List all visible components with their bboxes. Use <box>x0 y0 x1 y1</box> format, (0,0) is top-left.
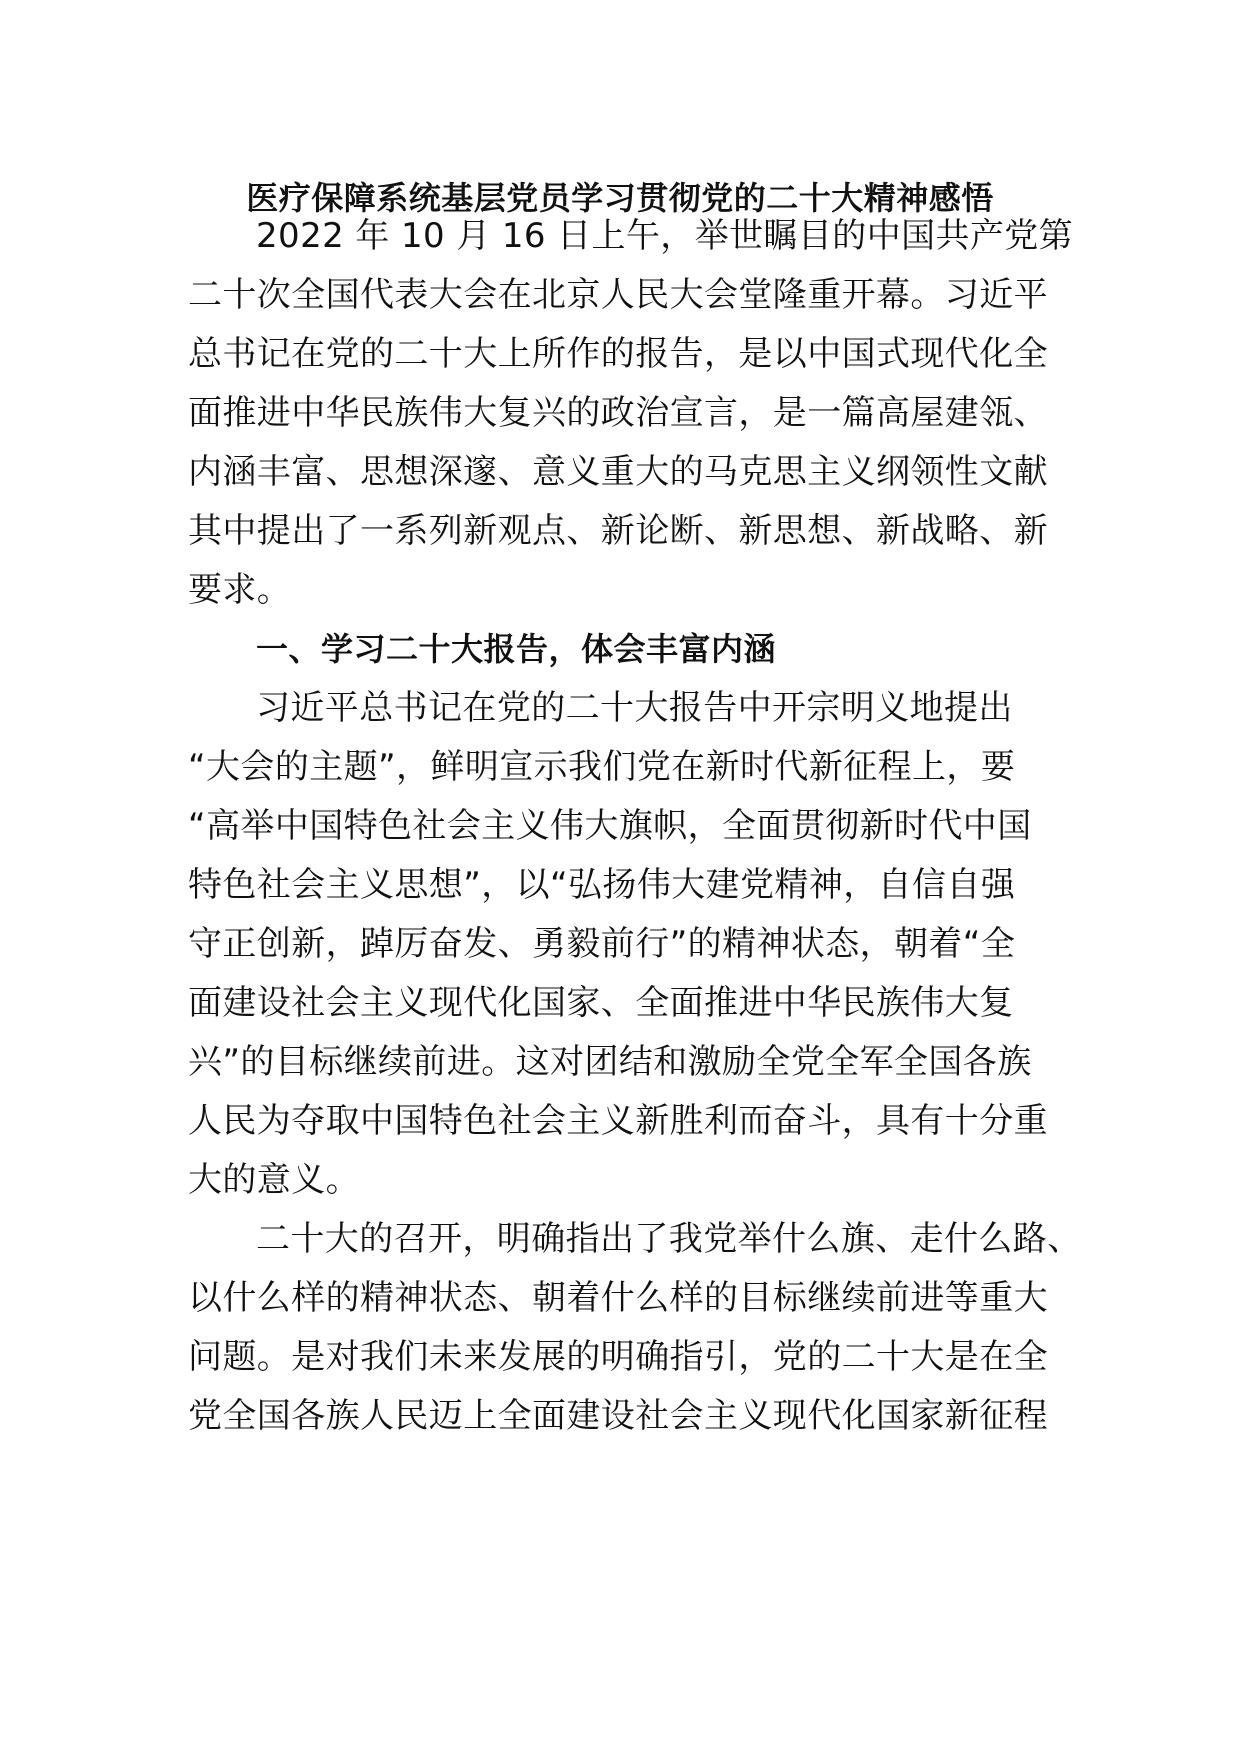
paragraph-2-line-2: “大会的主题”，鲜明宣示我们党在新时代新征程上，要 <box>188 747 1016 787</box>
paragraph-1-line-5: 内涵丰富、思想深邃、意义重大的马克思主义纲领性文献 <box>188 452 1048 492</box>
paragraph-1-line-6: 其中提出了一系列新观点、新论断、新思想、新战略、新 <box>188 511 1048 551</box>
paragraph-3-line-2: 以什么样的精神状态、朝着什么样的目标继续前进等重大 <box>188 1278 1048 1318</box>
paragraph-2-line-4: 特色社会主义思想”，以“弘扬伟大建党精神，自信自强 <box>188 865 1016 905</box>
paragraph-1-line-7: 要求。 <box>188 570 292 610</box>
paragraph-1-line-1: 2022 年 10 月 16 日上午，举世瞩目的中国共产党第 <box>256 216 1074 256</box>
paragraph-2-line-3: “高举中国特色社会主义伟大旗帜，全面贯彻新时代中国 <box>188 806 1032 846</box>
paragraph-3-line-3: 问题。是对我们未来发展的明确指引，党的二十大是在全 <box>188 1337 1048 1377</box>
paragraph-2-line-5: 守正创新，踔厉奋发、勇毅前行”的精神状态，朝着“全 <box>188 924 1016 964</box>
paragraph-3-line-1: 二十大的召开，明确指出了我党举什么旗、走什么路、 <box>256 1219 1082 1259</box>
paragraph-1-line-3: 总书记在党的二十大上所作的报告，是以中国式现代化全 <box>188 334 1048 374</box>
paragraph-2-line-8: 人民为夺取中国特色社会主义新胜利而奋斗，具有十分重 <box>188 1101 1048 1141</box>
paragraph-2-line-1: 习近平总书记在党的二十大报告中开宗明义地提出 <box>256 688 1013 728</box>
paragraph-3-line-4: 党全国各族人民迈上全面建设社会主义现代化国家新征程 <box>188 1396 1048 1436</box>
paragraph-2-line-7: 兴”的目标继续前进。这对团结和激励全党全军全国各族 <box>188 1042 1032 1082</box>
paragraph-1-line-2: 二十次全国代表大会在北京人民大会堂隆重开幕。习近平 <box>188 275 1048 315</box>
paragraph-2-line-9: 大的意义。 <box>188 1160 360 1200</box>
section-heading-1: 一、学习二十大报告，体会丰富内涵 <box>256 630 777 668</box>
paragraph-1-line-4: 面推进中华民族伟大复兴的政治宣言，是一篇高屋建瓴、 <box>188 393 1048 433</box>
paragraph-2-line-6: 面建设社会主义现代化国家、全面推进中华民族伟大复 <box>188 983 1014 1023</box>
document-title: 医疗保障系统基层党员学习贯彻党的二十大精神感悟 <box>246 179 994 217</box>
